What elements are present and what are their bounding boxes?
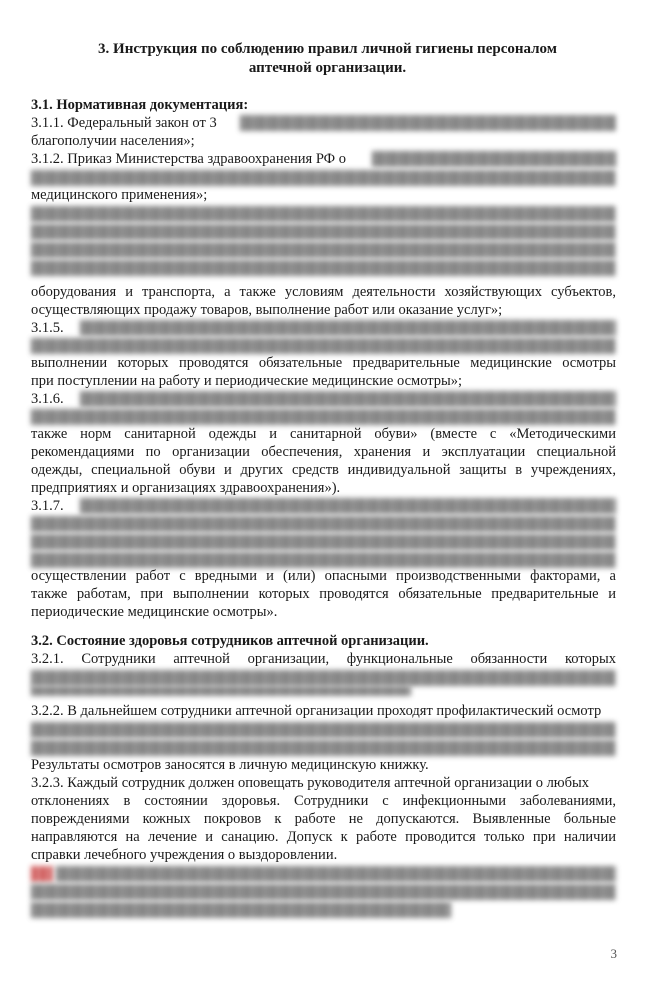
- section-3-2-heading: 3.2. Состояние здоровья сотрудников аптечной организации.: [31, 633, 429, 649]
- text-line: 3.1.6.: [31, 391, 64, 407]
- text-line: 3.1.2. Приказ Министерства здравоохранения РФ о: [31, 151, 346, 167]
- redacted-text: [31, 902, 451, 918]
- text-line: оборудования и транспорта, а также условиям деятельности хозяйствующих субъектов,: [31, 284, 616, 300]
- redacted-text: [31, 670, 616, 686]
- text-line: одежды, специальной обуви и других средств индивидуальной защиты в учреждениях,: [31, 462, 616, 478]
- redacted-text: [31, 242, 616, 258]
- text-line: при поступлении на работу и периодические медицинские осмотры»;: [31, 373, 463, 389]
- redacted-text: [80, 498, 616, 514]
- redacted-text: [372, 151, 616, 167]
- text-line: отклонениях в состоянии здоровья. Сотрудники с инфекционными заболеваниями,: [31, 793, 616, 809]
- text-line: осуществлении работ с вредными и (или) опасными производственными факторами, а: [31, 568, 616, 584]
- text-line: 3.1.5.: [31, 320, 64, 336]
- text-line: повреждениями кожных покровов к работе не допускаются. Выявленные больные: [31, 811, 616, 827]
- text-line: рекомендациями по организации обеспечения, хранения и эксплуатации специальной: [31, 444, 616, 460]
- redacted-text: [56, 866, 616, 882]
- text-line: 3.1.1. Федеральный закон от 3: [31, 115, 217, 131]
- redacted-text: [31, 260, 616, 276]
- redacted-text: [80, 391, 616, 407]
- redacted-text: [31, 206, 616, 222]
- redacted-text: [31, 409, 616, 425]
- text-line: осуществляющих продажу товаров, выполнение работ или оказание услуг»;: [31, 302, 503, 318]
- redacted-text: [31, 516, 616, 532]
- text-line: периодические медицинские осмотры».: [31, 604, 278, 620]
- text-line: выполнении которых проводятся обязательные предварительные медицинские осмотры: [31, 355, 616, 371]
- redacted-text: [31, 552, 616, 568]
- text-line: 3.2.2. В дальнейшем сотрудники аптечной организации проходят профилактический осмотр: [31, 703, 602, 719]
- text-line: направляются на лечение и санацию. Допуск к работе проводится только при наличии: [31, 829, 616, 845]
- redacted-text: [80, 320, 616, 336]
- redacted-text: [31, 722, 616, 738]
- redacted-text: [31, 338, 616, 354]
- redacted-text: [31, 224, 616, 240]
- text-line: медицинского применения»;: [31, 187, 208, 203]
- text-line: также норм санитарной одежды и санитарной обуви» (вместе с «Методическими: [31, 426, 616, 442]
- section-3-1-heading: 3.1. Нормативная документация:: [31, 97, 249, 113]
- redacted-text: [31, 686, 411, 696]
- redacted-text: [31, 740, 616, 756]
- text-line: 3.2.3. Каждый сотрудник должен оповещать руководителя аптечной организации о любых: [31, 775, 590, 791]
- redacted-text: [240, 115, 616, 131]
- redacted-text: [31, 534, 616, 550]
- text-line: предприятиях и организациях здравоохранения»).: [31, 480, 341, 496]
- text-line: Результаты осмотров заносятся в личную медицинскую книжку.: [31, 757, 429, 773]
- page-number: 3: [610, 946, 617, 961]
- text-line: справки лечебного учреждения о выздоровлении.: [31, 847, 338, 863]
- redacted-text: [31, 884, 616, 900]
- document-title: [40, 40, 615, 78]
- text-line: 3.2.1. Сотрудники аптечной организации, функциональные обязанности которых: [31, 651, 616, 667]
- redacted-text: [31, 866, 53, 882]
- title-line-1: 3. Инструкция по соблюдению правил личной гигиены персоналом: [98, 41, 557, 57]
- text-line: также работам, при выполнении которых проводятся обязательные предварительные и: [31, 586, 616, 602]
- redacted-text: [31, 170, 616, 186]
- text-line: благополучии населения»;: [31, 133, 195, 149]
- title-line-2: аптечной организации.: [248, 60, 407, 76]
- text-line: 3.1.7.: [31, 498, 64, 514]
